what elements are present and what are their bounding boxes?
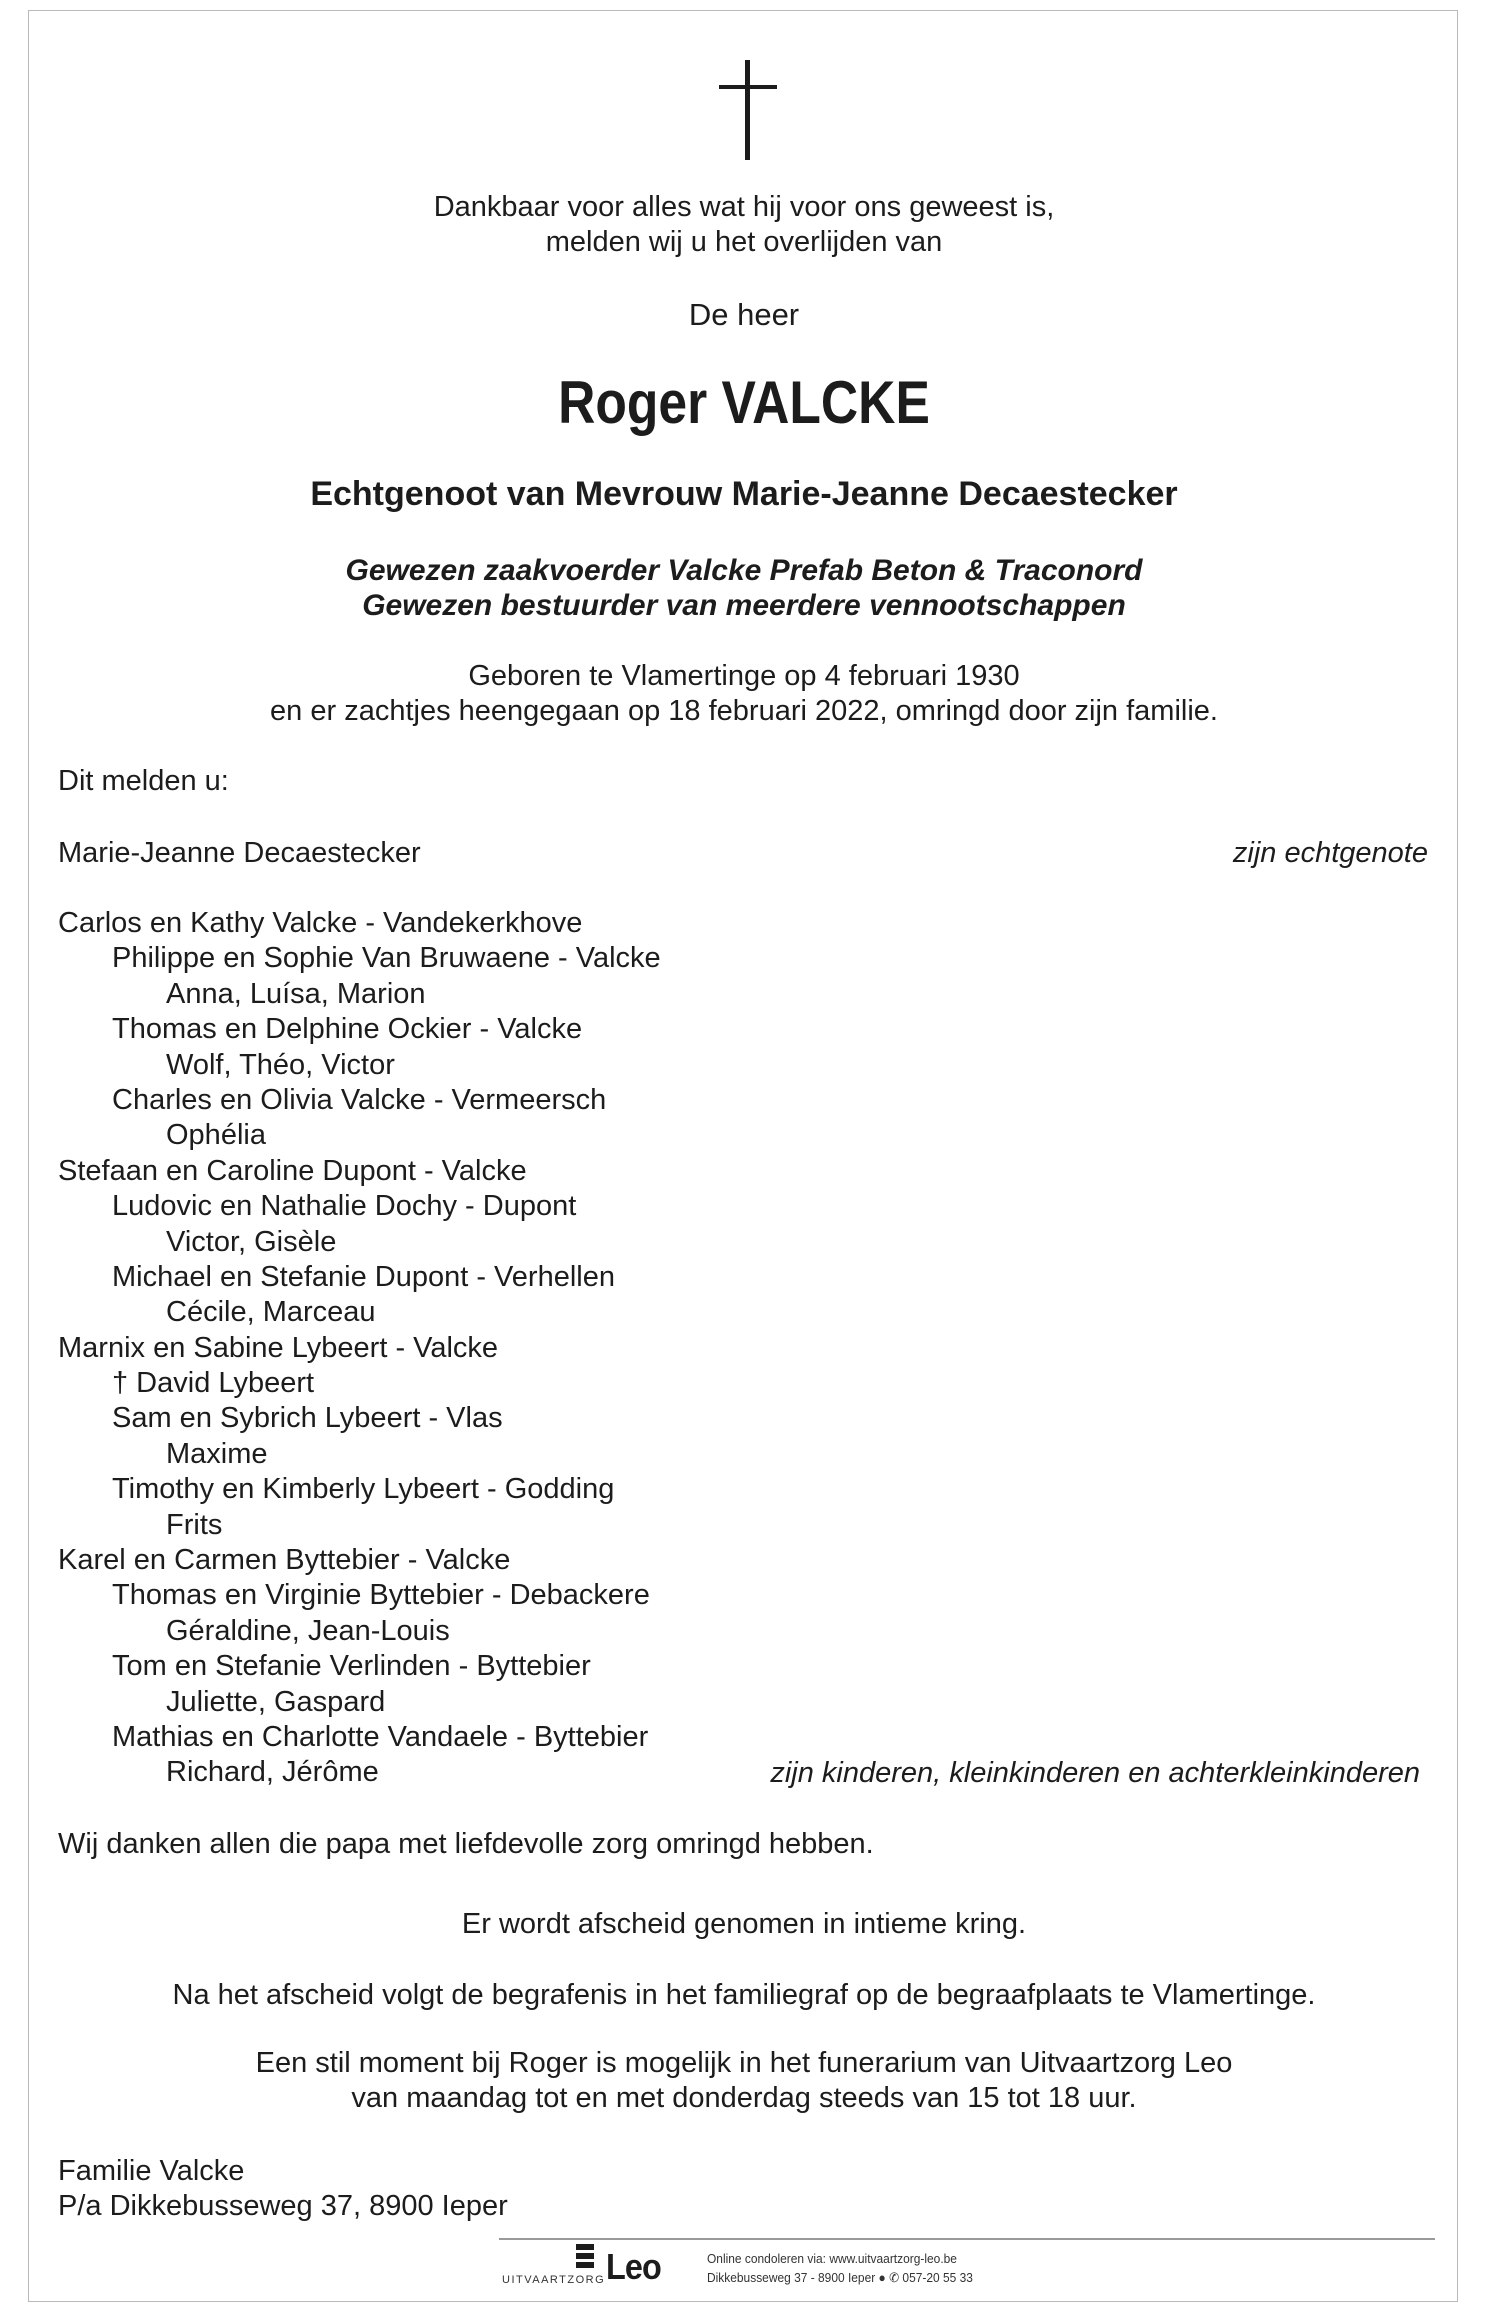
family-member-row: Charles en Olivia Valcke - Vermeersch (112, 1083, 607, 1116)
function-line: Gewezen bestuurder van meerdere vennootschappen (362, 589, 1126, 622)
family-member-row: Juliette, Gaspard (166, 1685, 386, 1718)
address: P/a Dikkebusseweg 37, 8900 Ieper (58, 2190, 508, 2222)
functions (0, 553, 1488, 623)
family-member-row: Sam en Sybrich Lybeert - Vlas (112, 1402, 503, 1435)
funeral-home-logo (502, 2244, 662, 2294)
logo-word: UITVAARTZORG (502, 2274, 606, 2286)
family-member-row: † David Lybeert (112, 1367, 315, 1400)
spouse-line: Echtgenoot van Mevrouw Marie-Jeanne Decaestecker (310, 475, 1178, 513)
family-member-row: Michael en Stefanie Dupont - Verhellen (112, 1260, 615, 1293)
members-role: zijn kinderen, kleinkinderen en achterkleinkinderen (770, 1757, 1420, 1789)
death-line: en er zachtjes heengegaan op 18 februari 2022, omringd door zijn familie. (270, 695, 1218, 727)
family-member-row: Cécile, Marceau (166, 1296, 376, 1329)
intro-text (0, 190, 1488, 260)
deceased-name: Roger VALCKE (558, 369, 930, 436)
footer-condolence-link[interactable]: Online condoleren via: www.uitvaartzorg-leo.be (707, 2251, 957, 2266)
family-member-row: Anna, Luísa, Marion (166, 977, 426, 1010)
burial-text: Na het afscheid volgt de begrafenis in het familiegraf op de begraafplaats te Vlamertinge. (172, 1979, 1316, 2011)
farewell-text: Er wordt afscheid genomen in intieme kring. (461, 1908, 1027, 1940)
function-line: Gewezen zaakvoerder Valcke Prefab Beton & Traconord (345, 554, 1143, 587)
logo-brand: Leo (606, 2246, 661, 2287)
family-member-row: Mathias en Charlotte Vandaele - Byttebier (112, 1720, 649, 1753)
family-member-row: Victor, Gisèle (166, 1225, 337, 1258)
spouse-role: zijn echtgenote (1232, 837, 1428, 869)
family-member-row: Géraldine, Jean-Louis (166, 1614, 450, 1647)
family-member-row: Tom en Stefanie Verlinden - Byttebier (112, 1650, 591, 1683)
family-member-row: Ludovic en Nathalie Dochy - Dupont (112, 1190, 577, 1223)
cross-icon (719, 60, 777, 160)
footer-contact (707, 2249, 973, 2287)
birth-line: Geboren te Vlamertinge op 4 februari 1930 (468, 660, 1020, 692)
intro-line: melden wij u het overlijden van (545, 226, 943, 258)
salutation: De heer (688, 297, 800, 332)
birth-death (0, 659, 1488, 729)
family-member-row: Timothy en Kimberly Lybeert - Godding (112, 1473, 615, 1506)
visit-line: van maandag tot en met donderdag steeds van 15 tot 18 uur. (351, 2082, 1137, 2114)
family-member-row: Maxime (166, 1437, 268, 1470)
family-member-row: Richard, Jérôme (166, 1756, 379, 1789)
family-member-row: Ophélia (166, 1119, 266, 1152)
family-member-row: Thomas en Delphine Ockier - Valcke (112, 1013, 583, 1046)
family-member-row: Wolf, Théo, Victor (166, 1048, 395, 1081)
family-member-row: Frits (166, 1508, 223, 1541)
family-intro: Dit melden u: (58, 765, 229, 797)
family-member-row: Marnix en Sabine Lybeert - Valcke (58, 1331, 499, 1364)
visit-text (0, 2046, 1488, 2116)
family-member-row: Philippe en Sophie Van Bruwaene - Valcke (112, 942, 661, 975)
intro-line: Dankbaar voor alles wat hij voor ons geweest is, (433, 191, 1055, 223)
stacked-bars-icon (576, 2244, 594, 2274)
spouse-name: Marie-Jeanne Decaestecker (58, 837, 421, 869)
family-member-row: Stefaan en Caroline Dupont - Valcke (58, 1154, 527, 1187)
family-member-row: Karel en Carmen Byttebier - Valcke (58, 1544, 511, 1577)
footer-address: Dikkebusseweg 37 - 8900 Ieper ● ✆ 057-20 55 33 (707, 2270, 973, 2285)
family-list (58, 906, 661, 1791)
footer-divider (499, 2238, 1435, 2240)
thanks-text: Wij danken allen die papa met liefdevolle zorg omringd hebben. (58, 1828, 874, 1860)
signature: Familie Valcke (58, 2155, 245, 2187)
family-member-row: Thomas en Virginie Byttebier - Debackere (112, 1579, 650, 1612)
family-member-row: Carlos en Kathy Valcke - Vandekerkhove (58, 907, 583, 939)
visit-line: Een stil moment bij Roger is mogelijk in het funerarium van Uitvaartzorg Leo (255, 2047, 1233, 2079)
